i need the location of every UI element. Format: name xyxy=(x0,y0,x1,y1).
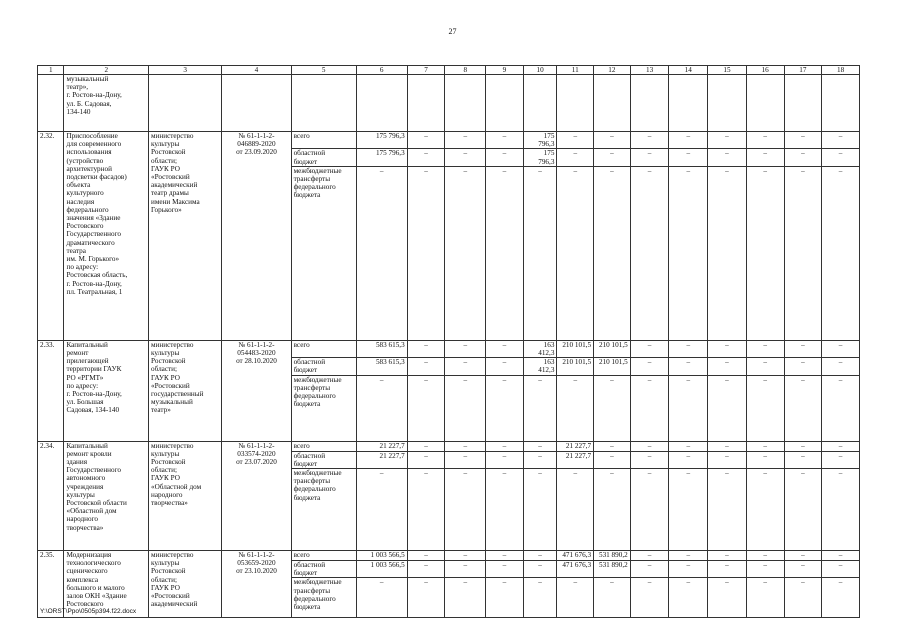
amount-cell: – xyxy=(407,469,445,551)
amount-cell: – xyxy=(407,149,445,166)
continuation-row xyxy=(38,75,860,132)
column-number-cell: 3 xyxy=(149,66,222,75)
item-name-cell: Модернизация технологического сценического комплекса большого и малого залов ОКН «Здание Ростовского xyxy=(64,551,149,618)
amount-cell: – xyxy=(708,375,747,441)
amount-cell: – xyxy=(669,358,708,375)
amount-cell: – xyxy=(445,451,486,468)
amount-cell: – xyxy=(356,166,407,340)
amount-cell: – xyxy=(746,358,784,375)
amount-cell: – xyxy=(630,551,669,561)
funding-source-cell: межбюджетные трансферты федерального бюджета xyxy=(291,469,356,551)
amount-cell: – xyxy=(630,375,669,441)
amount-cell: – xyxy=(407,375,445,441)
amount-cell: – xyxy=(708,132,747,149)
item-name-cell: Капитальный ремонт кровли здания Государственного автономного учреждения культуры Ростовской области «Областной дом народного творчества» xyxy=(64,441,149,550)
amount-cell: – xyxy=(669,166,708,340)
column-number-cell: 5 xyxy=(291,66,356,75)
amount-cell: – xyxy=(407,132,445,149)
item-number-cell: 2.33. xyxy=(38,340,64,441)
amount-cell: – xyxy=(486,166,524,340)
amount-cell: – xyxy=(630,340,669,357)
amount-cell: – xyxy=(784,149,822,166)
responsible-org-cell: министерство культуры Ростовской области; ГАУК РО «Ростовский академический театр драмы имени Максима Горького» xyxy=(149,132,222,341)
amount-cell: 175 796,3 xyxy=(523,132,557,149)
amount-cell: – xyxy=(523,551,557,561)
amount-cell: – xyxy=(784,358,822,375)
amount-cell: – xyxy=(445,561,486,578)
document-number-cell: № 61-1-1-2- 033574-2020 от 23.07.2020 xyxy=(222,441,291,550)
amount-cell: – xyxy=(669,578,708,618)
amount-cell: 210 101,5 xyxy=(594,358,631,375)
column-number-cell: 14 xyxy=(669,66,708,75)
amount-cell: – xyxy=(557,469,594,551)
amount-cell: – xyxy=(445,340,486,357)
column-number-cell: 16 xyxy=(746,66,784,75)
amount-cell: – xyxy=(356,375,407,441)
funding-source-cell: межбюджетные трансферты федерального бюджета xyxy=(291,578,356,618)
amount-cell: – xyxy=(746,551,784,561)
responsible-org-cell: министерство культуры Ростовской области; ГАУК РО «Областной дом народного творчества» xyxy=(149,441,222,550)
amount-cell: – xyxy=(407,451,445,468)
column-number-cell: 4 xyxy=(222,66,291,75)
amount-cell: 21 227,7 xyxy=(557,451,594,468)
amount-cell: – xyxy=(746,132,784,149)
amount-cell: – xyxy=(746,561,784,578)
amount-cell: – xyxy=(708,578,747,618)
amount-cell: – xyxy=(822,375,860,441)
document-number-cell: № 61-1-1-2- 046889-2020 от 23.09.2020 xyxy=(222,132,291,341)
amount-cell: 21 227,7 xyxy=(356,441,407,451)
amount-cell: – xyxy=(594,149,631,166)
amount-cell: – xyxy=(557,375,594,441)
amount-cell: – xyxy=(708,551,747,561)
amount-cell: – xyxy=(486,149,524,166)
amount-cell: – xyxy=(708,149,747,166)
amount-cell: – xyxy=(407,578,445,618)
column-number-cell: 6 xyxy=(356,66,407,75)
amount-cell: – xyxy=(630,561,669,578)
amount-cell: 583 615,3 xyxy=(356,358,407,375)
amount-cell: – xyxy=(669,375,708,441)
amount-cell: – xyxy=(445,375,486,441)
table-row xyxy=(38,551,860,561)
amount-cell: – xyxy=(630,578,669,618)
amount-cell: 21 227,7 xyxy=(557,441,594,451)
amount-cell: – xyxy=(445,551,486,561)
amount-cell: – xyxy=(746,340,784,357)
column-number-cell: 1 xyxy=(38,66,64,75)
amount-cell: – xyxy=(822,340,860,357)
file-path-footer: Y:\ORST\Ppo\0505p394.f22.docx xyxy=(40,608,137,615)
funding-source-cell: всего xyxy=(291,132,356,149)
column-number-row xyxy=(38,66,860,75)
amount-cell: – xyxy=(486,340,524,357)
column-number-cell: 17 xyxy=(784,66,822,75)
column-number-cell: 18 xyxy=(822,66,860,75)
funding-source-cell: межбюджетные трансферты федерального бюджета xyxy=(291,166,356,340)
amount-cell: – xyxy=(822,166,860,340)
funding-source-cell: областной бюджет xyxy=(291,561,356,578)
page-number: 27 xyxy=(448,27,457,36)
amount-cell: – xyxy=(523,166,557,340)
amount-cell: – xyxy=(523,441,557,451)
responsible-org-cell: министерство культуры Ростовской области; ГАУК РО «Ростовский государственный музыкальный театр» xyxy=(149,340,222,441)
amount-cell: – xyxy=(630,358,669,375)
amount-cell: 210 101,5 xyxy=(557,358,594,375)
amount-cell: 163 412,3 xyxy=(523,358,557,375)
amount-cell: – xyxy=(746,578,784,618)
amount-cell: – xyxy=(594,441,631,451)
amount-cell: – xyxy=(669,451,708,468)
amount-cell: – xyxy=(594,375,631,441)
amount-cell: – xyxy=(486,358,524,375)
amount-cell: 531 890,2 xyxy=(594,551,631,561)
amount-cell: – xyxy=(594,578,631,618)
amount-cell: – xyxy=(784,441,822,451)
amount-cell: – xyxy=(486,132,524,149)
table-row xyxy=(38,340,860,357)
amount-cell: – xyxy=(708,358,747,375)
funding-source-cell: всего xyxy=(291,441,356,451)
amount-cell: 163 412,3 xyxy=(523,340,557,357)
amount-cell: – xyxy=(669,132,708,149)
amount-cell: – xyxy=(669,149,708,166)
document-number-cell: № 61-1-1-2- 053659-2020 от 23.10.2020 xyxy=(222,551,291,618)
amount-cell: – xyxy=(523,578,557,618)
budget-table xyxy=(37,65,860,618)
document-number-cell: № 61-1-1-2- 054483-2020 от 28.10.2020 xyxy=(222,340,291,441)
amount-cell: – xyxy=(708,451,747,468)
amount-cell: – xyxy=(784,166,822,340)
amount-cell: – xyxy=(445,166,486,340)
column-number-cell: 13 xyxy=(630,66,669,75)
amount-cell: – xyxy=(445,469,486,551)
column-number-cell: 8 xyxy=(445,66,486,75)
amount-cell: – xyxy=(784,578,822,618)
amount-cell: 1 003 566,5 xyxy=(356,561,407,578)
amount-cell: – xyxy=(630,132,669,149)
amount-cell: – xyxy=(486,551,524,561)
amount-cell: – xyxy=(784,561,822,578)
column-number-cell: 12 xyxy=(594,66,631,75)
table-row xyxy=(38,132,860,149)
amount-cell: – xyxy=(708,166,747,340)
item-number-cell: 2.34. xyxy=(38,441,64,550)
amount-cell: 471 676,3 xyxy=(557,561,594,578)
amount-cell: – xyxy=(784,451,822,468)
amount-cell: – xyxy=(822,358,860,375)
amount-cell: – xyxy=(630,451,669,468)
amount-cell: – xyxy=(594,132,631,149)
amount-cell: – xyxy=(407,340,445,357)
funding-source-cell: областной бюджет xyxy=(291,451,356,468)
funding-source-cell: областной бюджет xyxy=(291,358,356,375)
column-number-cell: 7 xyxy=(407,66,445,75)
amount-cell: – xyxy=(822,149,860,166)
amount-cell: – xyxy=(407,166,445,340)
column-number-cell: 2 xyxy=(64,66,149,75)
amount-cell: – xyxy=(822,551,860,561)
amount-cell: – xyxy=(708,469,747,551)
amount-cell: – xyxy=(630,149,669,166)
amount-cell: – xyxy=(708,340,747,357)
amount-cell: – xyxy=(557,578,594,618)
amount-cell: – xyxy=(822,561,860,578)
amount-cell: 175 796,3 xyxy=(356,132,407,149)
cont-number-cell xyxy=(38,75,64,132)
funding-source-cell: всего xyxy=(291,340,356,357)
column-number-cell: 10 xyxy=(523,66,557,75)
amount-cell: – xyxy=(523,561,557,578)
amount-cell: – xyxy=(630,469,669,551)
funding-source-cell: всего xyxy=(291,551,356,561)
funding-source-cell: межбюджетные трансферты федерального бюджета xyxy=(291,375,356,441)
amount-cell: – xyxy=(784,375,822,441)
amount-cell: 471 676,3 xyxy=(557,551,594,561)
amount-cell: – xyxy=(822,451,860,468)
amount-cell: – xyxy=(407,358,445,375)
amount-cell: – xyxy=(523,375,557,441)
amount-cell: – xyxy=(669,551,708,561)
column-number-cell: 15 xyxy=(708,66,747,75)
amount-cell: 210 101,5 xyxy=(557,340,594,357)
item-name-cell: Приспособление для современного использования (устройство архитектурной подсветки фасадов) объекта культурного наследия федерального значения «Здание Ростовского Государственного драматического театра им. М. Горького» по адресу: Ростовская область, г. Ростов-на-Дону, пл. Театральная, 1 xyxy=(64,132,149,341)
amount-cell: – xyxy=(445,578,486,618)
amount-cell: 210 101,5 xyxy=(594,340,631,357)
amount-cell: – xyxy=(669,340,708,357)
amount-cell: – xyxy=(746,469,784,551)
amount-cell: – xyxy=(486,578,524,618)
amount-cell: 175 796,3 xyxy=(523,149,557,166)
amount-cell: 583 615,3 xyxy=(356,340,407,357)
amount-cell: 175 796,3 xyxy=(356,149,407,166)
amount-cell: – xyxy=(407,551,445,561)
amount-cell: – xyxy=(669,469,708,551)
amount-cell: – xyxy=(746,441,784,451)
amount-cell: – xyxy=(630,441,669,451)
amount-cell: – xyxy=(594,166,631,340)
amount-cell: 21 227,7 xyxy=(356,451,407,468)
column-number-cell: 9 xyxy=(486,66,524,75)
amount-cell: – xyxy=(708,561,747,578)
item-name-cell: Капитальный ремонт прилегающей территории ГАУК РО «РГМТ» по адресу: г. Ростов-на-Дону, ул. Большая Садовая, 134-140 xyxy=(64,340,149,441)
amount-cell: – xyxy=(822,441,860,451)
amount-cell: – xyxy=(594,469,631,551)
amount-cell: – xyxy=(445,149,486,166)
amount-cell: – xyxy=(746,451,784,468)
amount-cell: – xyxy=(784,132,822,149)
amount-cell: – xyxy=(407,441,445,451)
amount-cell: – xyxy=(669,561,708,578)
amount-cell: – xyxy=(746,166,784,340)
funding-source-cell: областной бюджет xyxy=(291,149,356,166)
amount-cell: – xyxy=(630,166,669,340)
amount-cell: – xyxy=(557,166,594,340)
amount-cell: – xyxy=(523,451,557,468)
amount-cell: – xyxy=(669,441,708,451)
amount-cell: – xyxy=(486,561,524,578)
amount-cell: – xyxy=(746,149,784,166)
amount-cell: – xyxy=(822,469,860,551)
amount-cell: – xyxy=(486,441,524,451)
amount-cell: – xyxy=(486,451,524,468)
amount-cell: – xyxy=(708,441,747,451)
amount-cell: – xyxy=(445,441,486,451)
amount-cell: – xyxy=(486,469,524,551)
amount-cell: 1 003 566,5 xyxy=(356,551,407,561)
amount-cell: 531 890,2 xyxy=(594,561,631,578)
amount-cell: – xyxy=(557,132,594,149)
amount-cell: – xyxy=(594,451,631,468)
amount-cell: – xyxy=(486,375,524,441)
amount-cell: – xyxy=(445,358,486,375)
amount-cell: – xyxy=(407,561,445,578)
amount-cell: – xyxy=(523,469,557,551)
cont-name-cell: музыкальный театр», г. Ростов-на-Дону, ул. Б. Садовая, 134-140 xyxy=(64,75,149,132)
amount-cell: – xyxy=(784,551,822,561)
amount-cell: – xyxy=(356,469,407,551)
column-number-cell: 11 xyxy=(557,66,594,75)
table-row xyxy=(38,441,860,451)
item-number-cell: 2.32. xyxy=(38,132,64,341)
amount-cell: – xyxy=(822,132,860,149)
amount-cell: – xyxy=(784,469,822,551)
item-number-cell: 2.35. xyxy=(38,551,64,618)
amount-cell: – xyxy=(746,375,784,441)
amount-cell: – xyxy=(557,149,594,166)
amount-cell: – xyxy=(445,132,486,149)
amount-cell: – xyxy=(356,578,407,618)
responsible-org-cell: министерство культуры Ростовской области; ГАУК РО «Ростовский академический xyxy=(149,551,222,618)
amount-cell: – xyxy=(784,340,822,357)
amount-cell: – xyxy=(822,578,860,618)
